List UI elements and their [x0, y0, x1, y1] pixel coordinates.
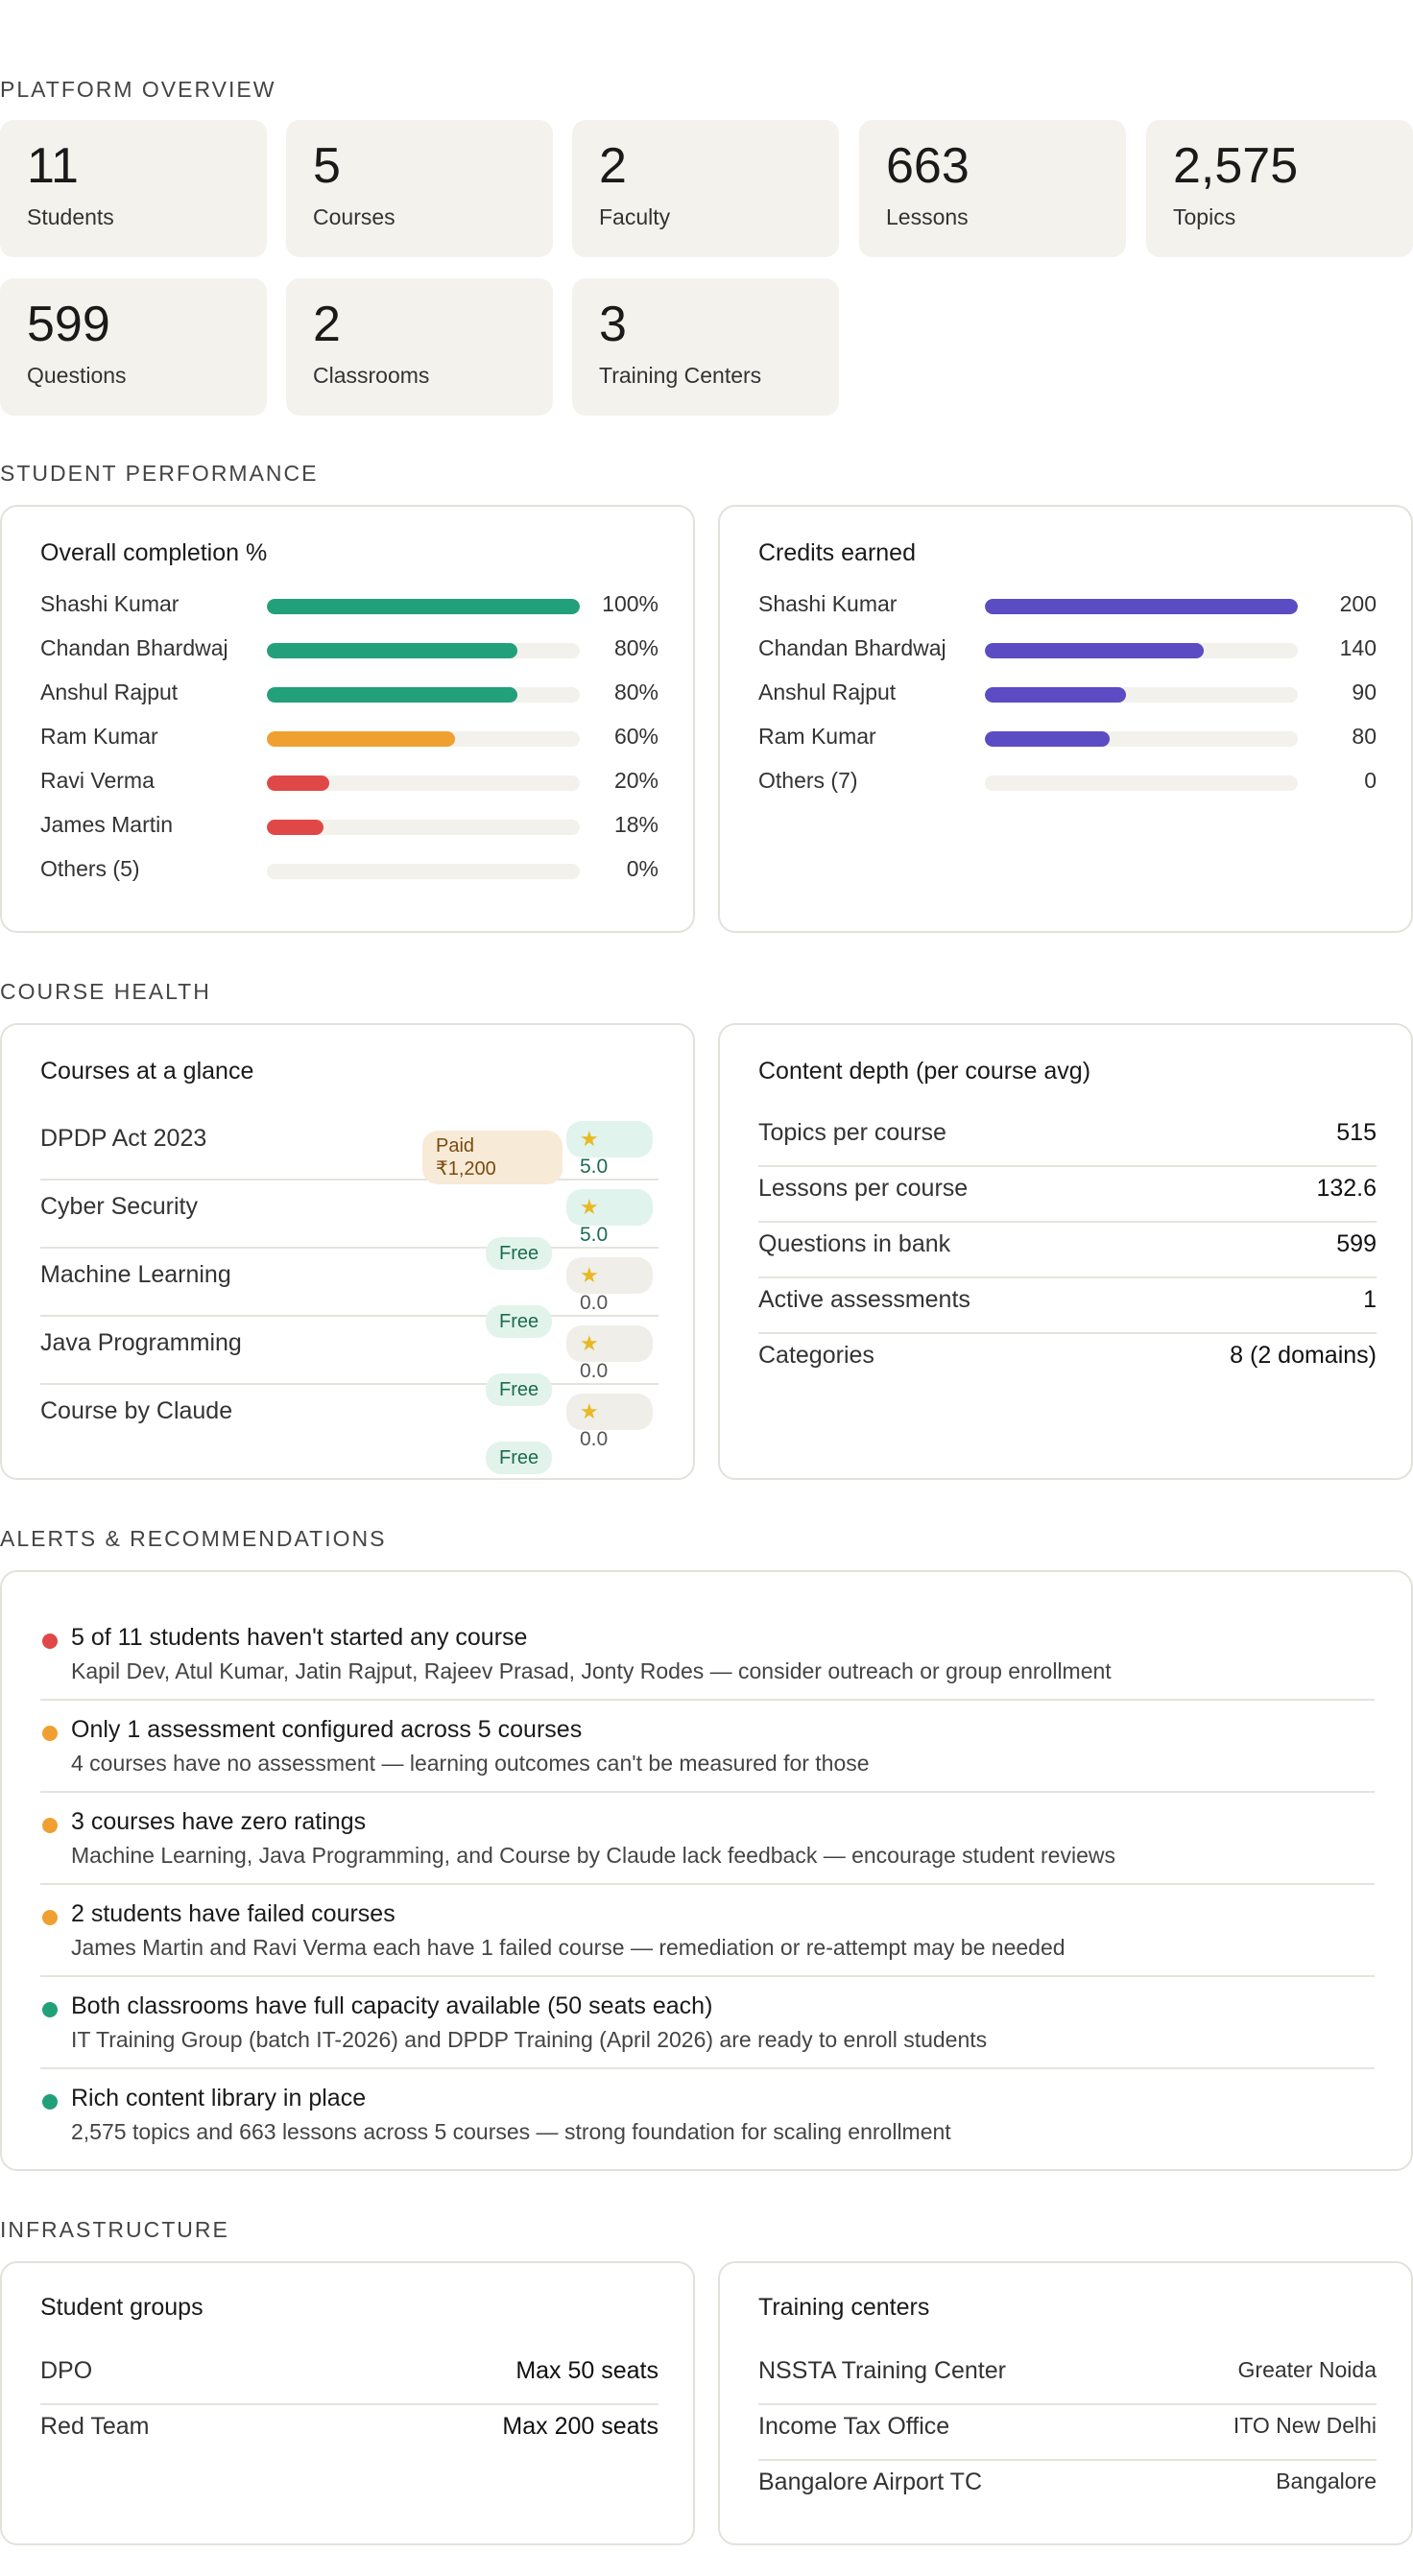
bar-track — [985, 731, 1298, 747]
stat-card-faculty — [572, 120, 839, 257]
alert-title: Rich content library in place — [71, 2085, 367, 2111]
kv-row — [40, 2405, 659, 2461]
stat-card-questions — [0, 278, 267, 416]
alert-description: 4 courses have no assessment — learning outcomes can't be measured for those — [71, 1751, 870, 1776]
bar-label: Ravi Verma — [40, 768, 155, 793]
stat-card-training-centers — [572, 278, 839, 416]
alert-title: 2 students have failed courses — [71, 1900, 395, 1927]
bar-fill — [267, 820, 323, 835]
row-label: Bangalore Airport TC — [758, 2469, 982, 2495]
row-label: NSSTA Training Center — [758, 2357, 1006, 2384]
stat-value: 3 — [599, 297, 627, 352]
alert-divider — [40, 1791, 1375, 1793]
star-icon: ★ — [580, 1399, 599, 1423]
rating-value: 0.0 — [580, 1428, 609, 1450]
stat-label: Students — [27, 204, 114, 229]
alert-title: Only 1 assessment configured across 5 courses — [71, 1716, 583, 1743]
alert-description: Kapil Dev, Atul Kumar, Jatin Rajput, Rajeev Prasad, Jonty Rodes — consider outreach or group enrollment — [71, 1658, 1112, 1683]
stat-value: 5 — [313, 138, 341, 194]
kv-row — [758, 1223, 1377, 1278]
bar-row — [758, 768, 1377, 797]
stat-value: 11 — [27, 138, 79, 194]
price-badge: Free — [486, 1373, 552, 1406]
star-icon: ★ — [580, 1195, 599, 1219]
kv-row — [758, 1334, 1377, 1390]
alert-item — [40, 1893, 1375, 1985]
stat-value: 2 — [599, 138, 627, 194]
row-value: 515 — [1336, 1119, 1377, 1146]
bar-label: Ram Kumar — [40, 724, 158, 749]
stat-value: 599 — [27, 297, 110, 352]
bar-value: 80% — [613, 635, 659, 660]
course-name: Cyber Security — [40, 1193, 198, 1220]
status-dot-icon — [42, 1818, 58, 1833]
row-value: ITO New Delhi — [1233, 2413, 1377, 2438]
alert-description: 2,575 topics and 663 lessons across 5 courses — strong foundation for scaling enrollment — [71, 2119, 951, 2144]
bar-value: 18% — [613, 812, 659, 837]
stat-label: Classrooms — [313, 363, 430, 388]
rating-badge — [566, 1121, 653, 1178]
star-icon: ★ — [580, 1331, 599, 1355]
row-value: Max 200 seats — [502, 2413, 659, 2440]
bar-track — [267, 864, 580, 879]
stat-card-topics — [1146, 120, 1413, 257]
rating-value: 0.0 — [580, 1360, 609, 1382]
bar-row — [40, 812, 659, 841]
bar-label: Shashi Kumar — [758, 591, 898, 616]
section-title-performance: STUDENT PERFORMANCE — [0, 461, 319, 486]
bar-track — [267, 731, 580, 747]
stat-label: Lessons — [886, 204, 969, 229]
course-row[interactable] — [40, 1193, 659, 1264]
alert-item — [40, 2077, 1375, 2169]
alert-description: Machine Learning, Java Programming, and Course by Claude lack feedback — encourage student reviews — [71, 1843, 1115, 1868]
bar-value: 60% — [613, 724, 659, 749]
row-label: Topics per course — [758, 1119, 946, 1146]
alert-title: 5 of 11 students haven't started any course — [71, 1624, 528, 1651]
alert-item — [40, 1801, 1375, 1893]
rating-badge — [566, 1189, 653, 1246]
bar-row — [40, 724, 659, 752]
bar-row — [40, 635, 659, 664]
price-badge: Free — [486, 1237, 552, 1270]
bar-fill — [267, 775, 329, 791]
row-value: Max 50 seats — [515, 2357, 659, 2384]
alerts-card — [0, 1570, 1413, 2171]
card-title: Training centers — [758, 2294, 930, 2321]
bar-row — [758, 680, 1377, 708]
alert-divider — [40, 1975, 1375, 1977]
status-dot-icon — [42, 1634, 58, 1649]
row-value: 8 (2 domains) — [1230, 1342, 1377, 1369]
student-groups-card — [0, 2261, 695, 2545]
rating-badge — [566, 1325, 653, 1382]
bar-track — [985, 599, 1298, 614]
credits-card — [718, 505, 1413, 933]
bar-value: 0 — [1364, 768, 1377, 793]
section-title-course-health: COURSE HEALTH — [0, 979, 211, 1004]
rating-badge — [566, 1257, 653, 1314]
stat-label: Training Centers — [599, 363, 762, 388]
row-value: Bangalore — [1276, 2469, 1377, 2493]
bar-track — [267, 643, 580, 658]
bar-row — [758, 591, 1377, 620]
row-label: Red Team — [40, 2413, 150, 2440]
row-label: Lessons per course — [758, 1175, 969, 1202]
card-title: Content depth (per course avg) — [758, 1058, 1091, 1085]
alert-item — [40, 1985, 1375, 2077]
bar-label: Shashi Kumar — [40, 591, 180, 616]
card-title: Courses at a glance — [40, 1058, 254, 1085]
kv-row — [758, 2405, 1377, 2461]
bar-fill — [267, 643, 517, 658]
row-value: Greater Noida — [1237, 2357, 1377, 2382]
training-centers-card — [718, 2261, 1413, 2545]
stat-label: Faculty — [599, 204, 671, 229]
bar-track — [985, 775, 1298, 791]
bar-fill — [985, 687, 1126, 703]
alert-title: Both classrooms have full capacity available (50 seats each) — [71, 1992, 713, 2019]
alert-divider — [40, 1883, 1375, 1885]
section-title-overview: PLATFORM OVERVIEW — [0, 77, 276, 102]
row-value: 132.6 — [1316, 1175, 1377, 1202]
section-title-infrastructure: INFRASTRUCTURE — [0, 2217, 229, 2242]
stat-label: Questions — [27, 363, 127, 388]
rating-value: 5.0 — [580, 1156, 609, 1178]
bar-track — [985, 643, 1298, 658]
bar-value: 20% — [613, 768, 659, 793]
row-label: Categories — [758, 1342, 874, 1369]
kv-row — [758, 2461, 1377, 2516]
price-badge: Free — [486, 1305, 552, 1338]
bar-value: 140 — [1339, 635, 1377, 660]
course-row[interactable] — [40, 1397, 659, 1468]
card-title: Credits earned — [758, 539, 916, 566]
alert-description: James Martin and Ravi Verma each have 1 failed course — remediation or re-attempt may be needed — [71, 1935, 1066, 1960]
stat-value: 2,575 — [1173, 138, 1299, 194]
course-name: Course by Claude — [40, 1397, 233, 1424]
rating-value: 5.0 — [580, 1224, 609, 1246]
stat-card-students — [0, 120, 267, 257]
row-value: 599 — [1336, 1230, 1377, 1257]
star-icon: ★ — [580, 1263, 599, 1287]
bar-value: 90 — [1352, 680, 1377, 704]
course-name: Java Programming — [40, 1329, 242, 1356]
bar-value: 100% — [602, 591, 659, 616]
bar-label: Anshul Rajput — [40, 680, 179, 704]
course-name: Machine Learning — [40, 1261, 231, 1288]
star-icon: ★ — [580, 1127, 599, 1151]
price-badge: Free — [486, 1442, 552, 1474]
kv-row — [40, 2349, 659, 2405]
bar-row — [40, 856, 659, 885]
bar-row — [40, 591, 659, 620]
course-row[interactable] — [40, 1329, 659, 1400]
stat-card-courses — [286, 120, 553, 257]
kv-row — [758, 2349, 1377, 2405]
row-label: DPO — [40, 2357, 93, 2384]
bar-label: Chandan Bhardwaj — [40, 635, 228, 660]
rating-badge — [566, 1394, 653, 1450]
bar-label: Ram Kumar — [758, 724, 876, 749]
bar-label: Anshul Rajput — [758, 680, 897, 704]
alert-item — [40, 1616, 1375, 1708]
course-row[interactable] — [40, 1261, 659, 1332]
bar-fill — [985, 731, 1110, 747]
status-dot-icon — [42, 2094, 58, 2110]
bar-value: 200 — [1339, 591, 1377, 616]
status-dot-icon — [42, 2002, 58, 2017]
card-title: Student groups — [40, 2294, 204, 2321]
bar-row — [758, 635, 1377, 664]
bar-value: 80% — [613, 680, 659, 704]
bar-label: Chandan Bhardwaj — [758, 635, 946, 660]
bar-label: Others (7) — [758, 768, 858, 793]
bar-track — [985, 687, 1298, 703]
row-value: 1 — [1363, 1286, 1377, 1313]
content-depth-card — [718, 1023, 1413, 1480]
kv-row — [758, 1278, 1377, 1334]
kv-row — [758, 1111, 1377, 1167]
courses-card — [0, 1023, 695, 1480]
row-label: Questions in bank — [758, 1230, 951, 1257]
bar-fill — [985, 599, 1298, 614]
bar-fill — [267, 599, 580, 614]
bar-fill — [985, 643, 1204, 658]
bar-label: James Martin — [40, 812, 174, 837]
alert-divider — [40, 1699, 1375, 1701]
stat-label: Topics — [1173, 204, 1236, 229]
stat-value: 663 — [886, 138, 970, 194]
status-dot-icon — [42, 1910, 58, 1925]
row-label: Active assessments — [758, 1286, 970, 1313]
bar-fill — [267, 731, 455, 747]
bar-row — [40, 680, 659, 708]
bar-track — [267, 775, 580, 791]
bar-track — [267, 820, 580, 835]
section-title-alerts: ALERTS & RECOMMENDATIONS — [0, 1526, 387, 1551]
alert-divider — [40, 2067, 1375, 2069]
bar-label: Others (5) — [40, 856, 140, 881]
kv-row — [758, 1167, 1377, 1223]
status-dot-icon — [42, 1726, 58, 1741]
course-row[interactable] — [40, 1125, 659, 1181]
bar-row — [40, 768, 659, 797]
bar-fill — [267, 687, 517, 703]
stat-value: 2 — [313, 297, 341, 352]
bar-row — [758, 724, 1377, 752]
row-label: Income Tax Office — [758, 2413, 950, 2440]
stat-card-lessons — [859, 120, 1126, 257]
alert-item — [40, 1708, 1375, 1801]
bar-track — [267, 599, 580, 614]
completion-card — [0, 505, 695, 933]
stat-label: Courses — [313, 204, 395, 229]
course-name: DPDP Act 2023 — [40, 1125, 207, 1152]
alert-description: IT Training Group (batch IT-2026) and DPDP Training (April 2026) are ready to enroll students — [71, 2027, 988, 2052]
bar-value: 80 — [1352, 724, 1377, 749]
bar-track — [267, 687, 580, 703]
rating-value: 0.0 — [580, 1292, 609, 1314]
stat-card-classrooms — [286, 278, 553, 416]
card-title: Overall completion % — [40, 539, 268, 566]
price-badge: Paid ₹1,200 — [422, 1131, 563, 1184]
alert-title: 3 courses have zero ratings — [71, 1808, 367, 1835]
bar-value: 0% — [626, 856, 659, 881]
